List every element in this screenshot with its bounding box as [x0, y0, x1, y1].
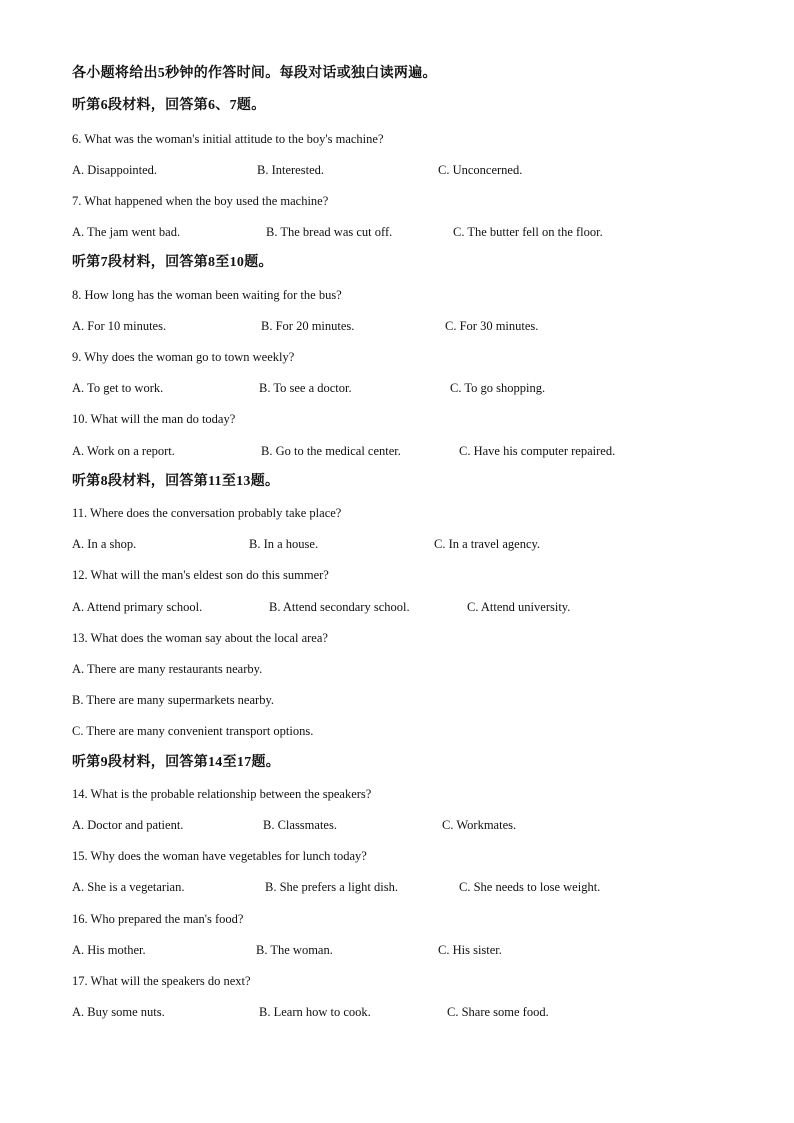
option-a: A. For 10 minutes.	[72, 319, 167, 333]
option-b: B. The woman.	[256, 943, 333, 957]
option-a: A. To get to work.	[72, 381, 164, 395]
option-c: C. Have his computer repaired.	[459, 444, 616, 458]
question-stem: 7. What happened when the boy used the machine?	[72, 194, 329, 208]
option-c: C. Share some food.	[447, 1005, 549, 1019]
section-heading: 听第9段材料，回答第14至17题。	[72, 755, 281, 770]
option-b: B. To see a doctor.	[259, 381, 352, 395]
option-b: B. Learn how to cook.	[259, 1005, 371, 1019]
question-stem: 10. What will the man do today?	[72, 412, 236, 426]
question-stem: 9. Why does the woman go to town weekly?	[72, 350, 295, 364]
option-a: A. Disappointed.	[72, 163, 158, 177]
option-b: B. Interested.	[257, 163, 324, 177]
option-a: A. She is a vegetarian.	[72, 880, 185, 894]
question-stem: 16. Who prepared the man's food?	[72, 912, 244, 926]
option-b: B. There are many supermarkets nearby.	[72, 693, 275, 707]
option-c: C. His sister.	[438, 943, 502, 957]
option-b: B. For 20 minutes.	[261, 319, 355, 333]
option-c: C. She needs to lose weight.	[459, 880, 601, 894]
option-b: B. Attend secondary school.	[269, 600, 410, 614]
option-c: C. In a travel agency.	[434, 537, 541, 551]
option-a: A. Buy some nuts.	[72, 1005, 165, 1019]
intro-instruction: 各小题将给出5秒钟的作答时间。每段对话或独白读两遍。	[72, 66, 437, 81]
option-b: B. In a house.	[249, 537, 319, 551]
question-stem: 11. Where does the conversation probably take place?	[72, 506, 342, 520]
section-heading: 听第7段材料，回答第8至10题。	[72, 255, 273, 270]
option-a: A. His mother.	[72, 943, 146, 957]
option-b: B. The bread was cut off.	[266, 225, 393, 239]
question-stem: 17. What will the speakers do next?	[72, 974, 251, 988]
question-stem: 14. What is the probable relationship between the speakers?	[72, 787, 372, 801]
option-c: C. The butter fell on the floor.	[453, 225, 603, 239]
option-c: C. Workmates.	[442, 818, 517, 832]
option-c: C. For 30 minutes.	[445, 319, 539, 333]
question-stem: 6. What was the woman's initial attitude to the boy's machine?	[72, 132, 384, 146]
question-stem: 15. Why does the woman have vegetables for lunch today?	[72, 849, 367, 863]
option-a: A. Attend primary school.	[72, 600, 203, 614]
option-a: A. Work on a report.	[72, 444, 175, 458]
option-b: B. Go to the medical center.	[261, 444, 401, 458]
option-c: C. Attend university.	[467, 600, 571, 614]
option-c: C. To go shopping.	[450, 381, 546, 395]
option-a: A. The jam went bad.	[72, 225, 181, 239]
option-a: A. There are many restaurants nearby.	[72, 662, 263, 676]
question-stem: 13. What does the woman say about the local area?	[72, 631, 328, 645]
section-heading: 听第6段材料，回答第6、7题。	[72, 98, 266, 113]
section-heading: 听第8段材料，回答第11至13题。	[72, 474, 280, 489]
option-c: C. There are many convenient transport options.	[72, 724, 314, 738]
option-a: A. Doctor and patient.	[72, 818, 184, 832]
option-b: B. Classmates.	[263, 818, 337, 832]
question-stem: 8. How long has the woman been waiting for the bus?	[72, 288, 342, 302]
option-a: A. In a shop.	[72, 537, 137, 551]
question-stem: 12. What will the man's eldest son do this summer?	[72, 568, 329, 582]
option-c: C. Unconcerned.	[438, 163, 523, 177]
option-b: B. She prefers a light dish.	[265, 880, 398, 894]
